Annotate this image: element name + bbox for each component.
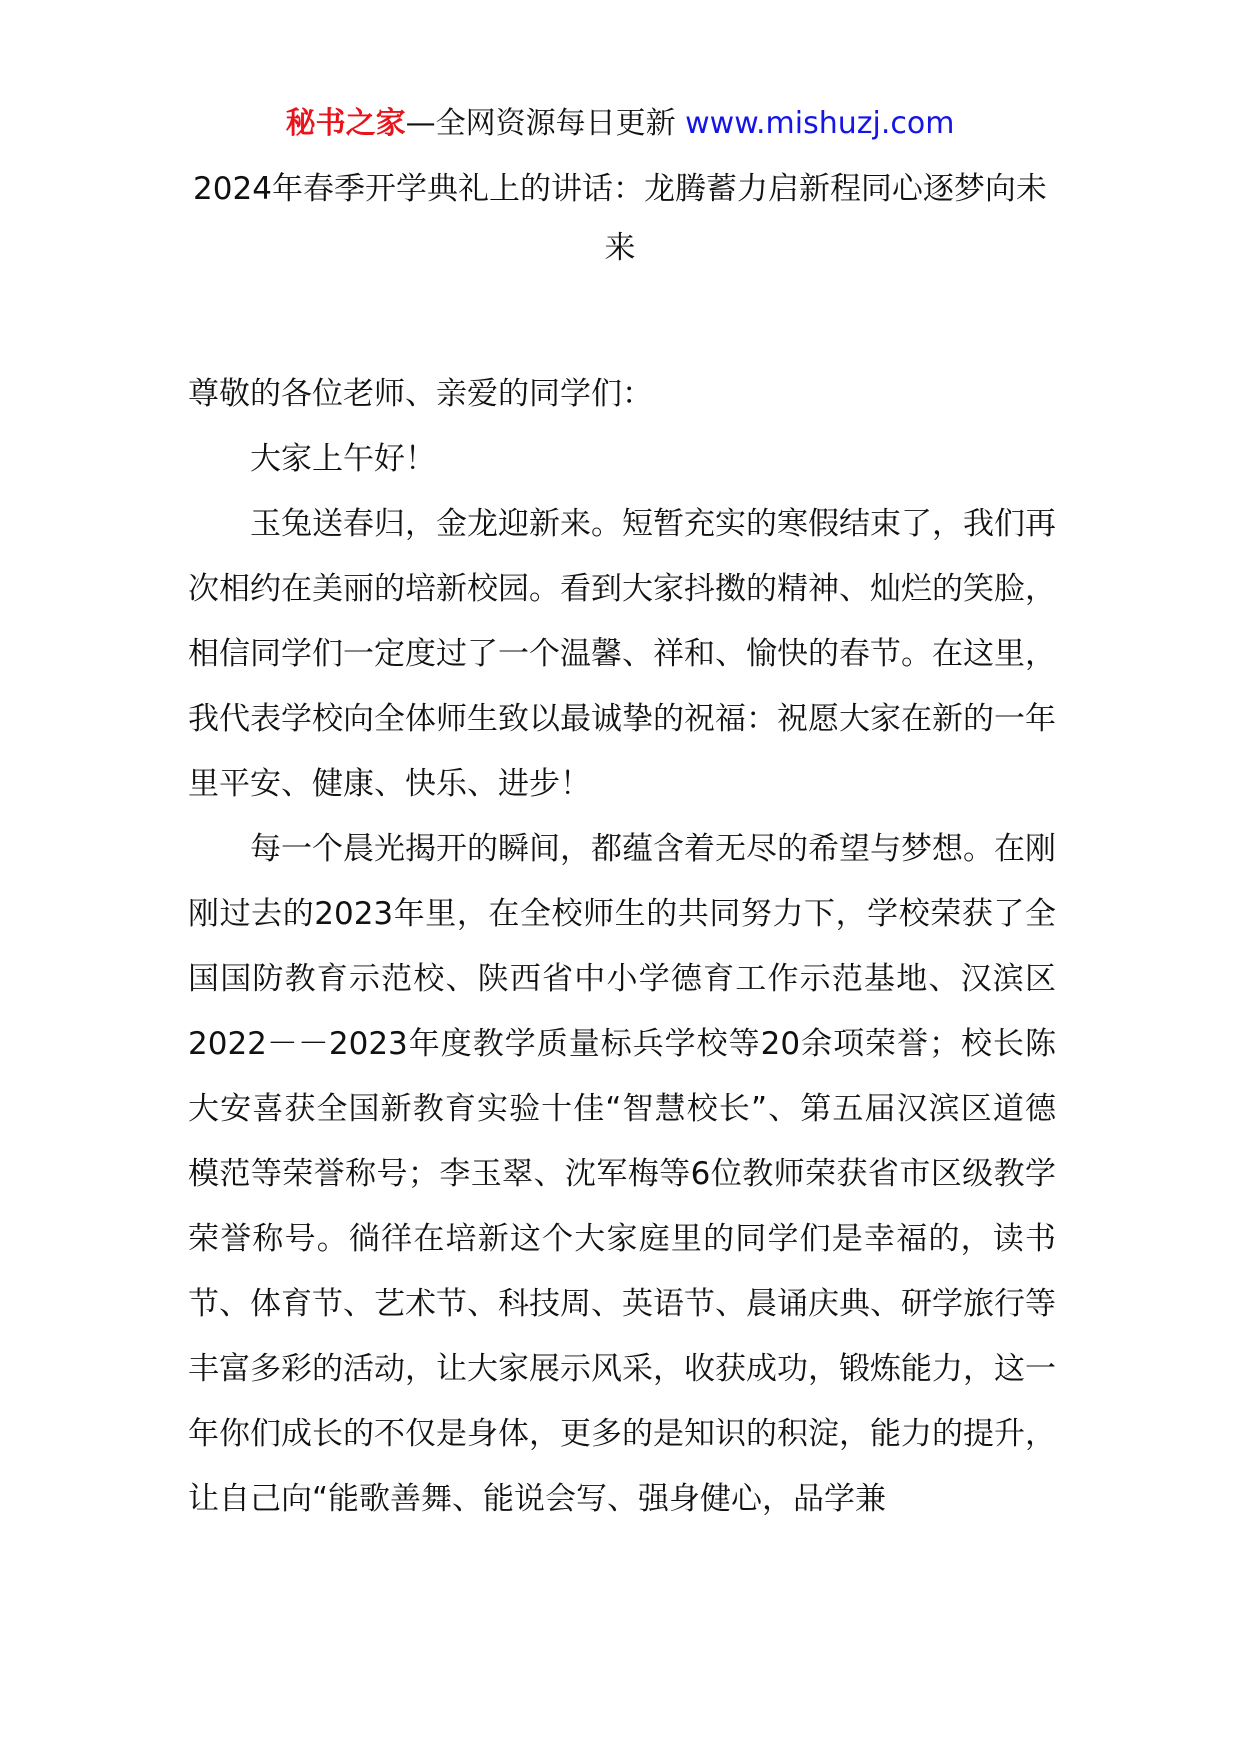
- body-paragraph: 每一个晨光揭开的瞬间，都蕴含着无尽的希望与梦想。在刚刚过去的2023年里，在全校师生的共同努力下，学校荣获了全国国防教育示范校、陕西省中小学德育工作示范基地、汉滨区2022－－2023年度教学质量标兵学校等20余项荣誉；校长陈大安喜获全国新教育实验十佳“智慧校长”、第五届汉滨区道德模范等荣誉称号；李玉翠、沈军梅等6位教师荣获省市区级教学荣誉称号。徜徉在培新这个大家庭里的同学们是幸福的，读书节、体育节、艺术节、科技周、英语节、晨诵庆典、研学旅行等丰富多彩的活动，让大家展示风采，收获成功，锻炼能力，这一年你们成长的不仅是身体，更多的是知识的积淀，能力的提升，让自己向“能歌善舞、能说会写、强身健心，品学兼: [188, 831, 1056, 1517]
- document-body: [188, 362, 1056, 1532]
- site-header: [0, 102, 1240, 146]
- header-tagline: —全网资源每日更新: [405, 106, 676, 141]
- greeting-paragraph: 大家上午好！: [250, 441, 436, 477]
- body-paragraph: 玉兔送春归，金龙迎新来。短暂充实的寒假结束了，我们再次相约在美丽的培新校园。看到大家抖擞的精神、灿烂的笑脸，相信同学们一定度过了一个温馨、祥和、愉快的春节。在这里，我代表学校向全体师生致以最诚挚的祝福：祝愿大家在新的一年里平安、健康、快乐、进步！: [188, 506, 1056, 802]
- salutation: 尊敬的各位老师、亲爱的同学们：: [188, 376, 653, 412]
- brand-name: 秘书之家: [285, 106, 406, 141]
- document-title: 2024年春季开学典礼上的讲话：龙腾蓄力启新程同心逐梦向未来: [193, 171, 1047, 266]
- site-url-link[interactable]: www.mishuzj.com: [685, 106, 955, 141]
